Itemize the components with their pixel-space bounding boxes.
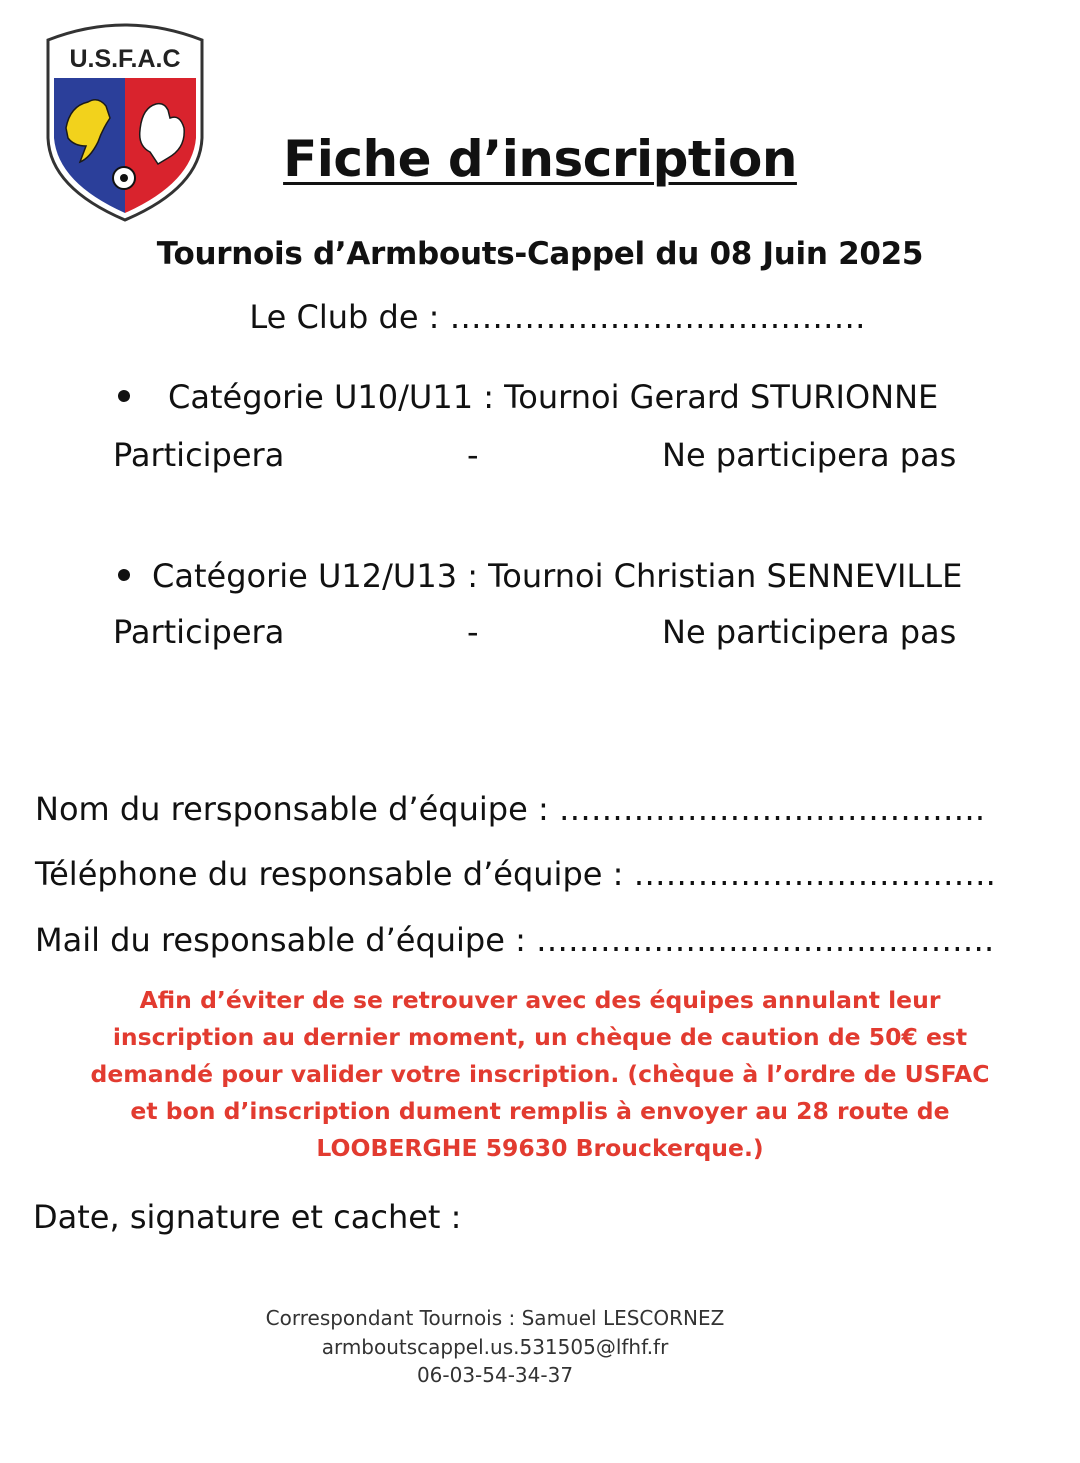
option-separator: - — [467, 436, 479, 474]
option-ne-participera-pas[interactable]: Ne participera pas — [662, 436, 957, 474]
logo-text: U.S.F.A.C — [69, 45, 181, 73]
bullet-icon — [118, 390, 130, 402]
category-u10-u11 — [118, 378, 938, 416]
deposit-notice: Afin d’éviter de se retrouver avec des équipes annulant leur inscription au dernier moment, un chèque de caution de 50€ est demandé pour valider votre inscription. (chèque à l’ordre de USFAC et bon d’inscription dument remplis à envoyer au 28 route de LOOBERGHE 59630 Brouckerque.) — [90, 986, 990, 1162]
club-field: Le Club de : ………………………………… — [249, 298, 866, 336]
team-manager-name-field[interactable]: Nom du rersponsable d’équipe : …………………………………. — [35, 790, 986, 828]
option-separator: - — [467, 613, 479, 651]
page-title: Fiche d’inscription — [283, 130, 797, 188]
bullet-icon — [118, 569, 130, 581]
category-label: Catégorie U10/U11 : Tournoi Gerard STURIONNE — [168, 378, 939, 416]
team-manager-mail-field[interactable]: Mail du responsable d’équipe : ……………………………………. — [35, 921, 995, 959]
contact-phone: 06-03-54-34-37 — [416, 1363, 574, 1387]
contact-name: Correspondant Tournois : Samuel LESCORNEZ — [265, 1306, 725, 1330]
date-signature-field[interactable]: Date, signature et cachet : — [33, 1198, 462, 1236]
category-label: Catégorie U12/U13 : Tournoi Christian SENNEVILLE — [152, 557, 963, 595]
option-participera[interactable]: Participera — [113, 613, 285, 651]
usfac-logo — [40, 18, 210, 223]
option-ne-participera-pas[interactable]: Ne participera pas — [662, 613, 957, 651]
contact-email: armboutscappel.us.531505@lfhf.fr — [321, 1335, 669, 1359]
tournament-subtitle: Tournois d’Armbouts-Cappel du 08 Juin 2025 — [156, 236, 924, 272]
team-manager-phone-field[interactable]: Téléphone du responsable d’équipe : ……………………………. — [35, 855, 996, 893]
category-u12-u13 — [118, 557, 962, 595]
option-participera[interactable]: Participera — [113, 436, 285, 474]
